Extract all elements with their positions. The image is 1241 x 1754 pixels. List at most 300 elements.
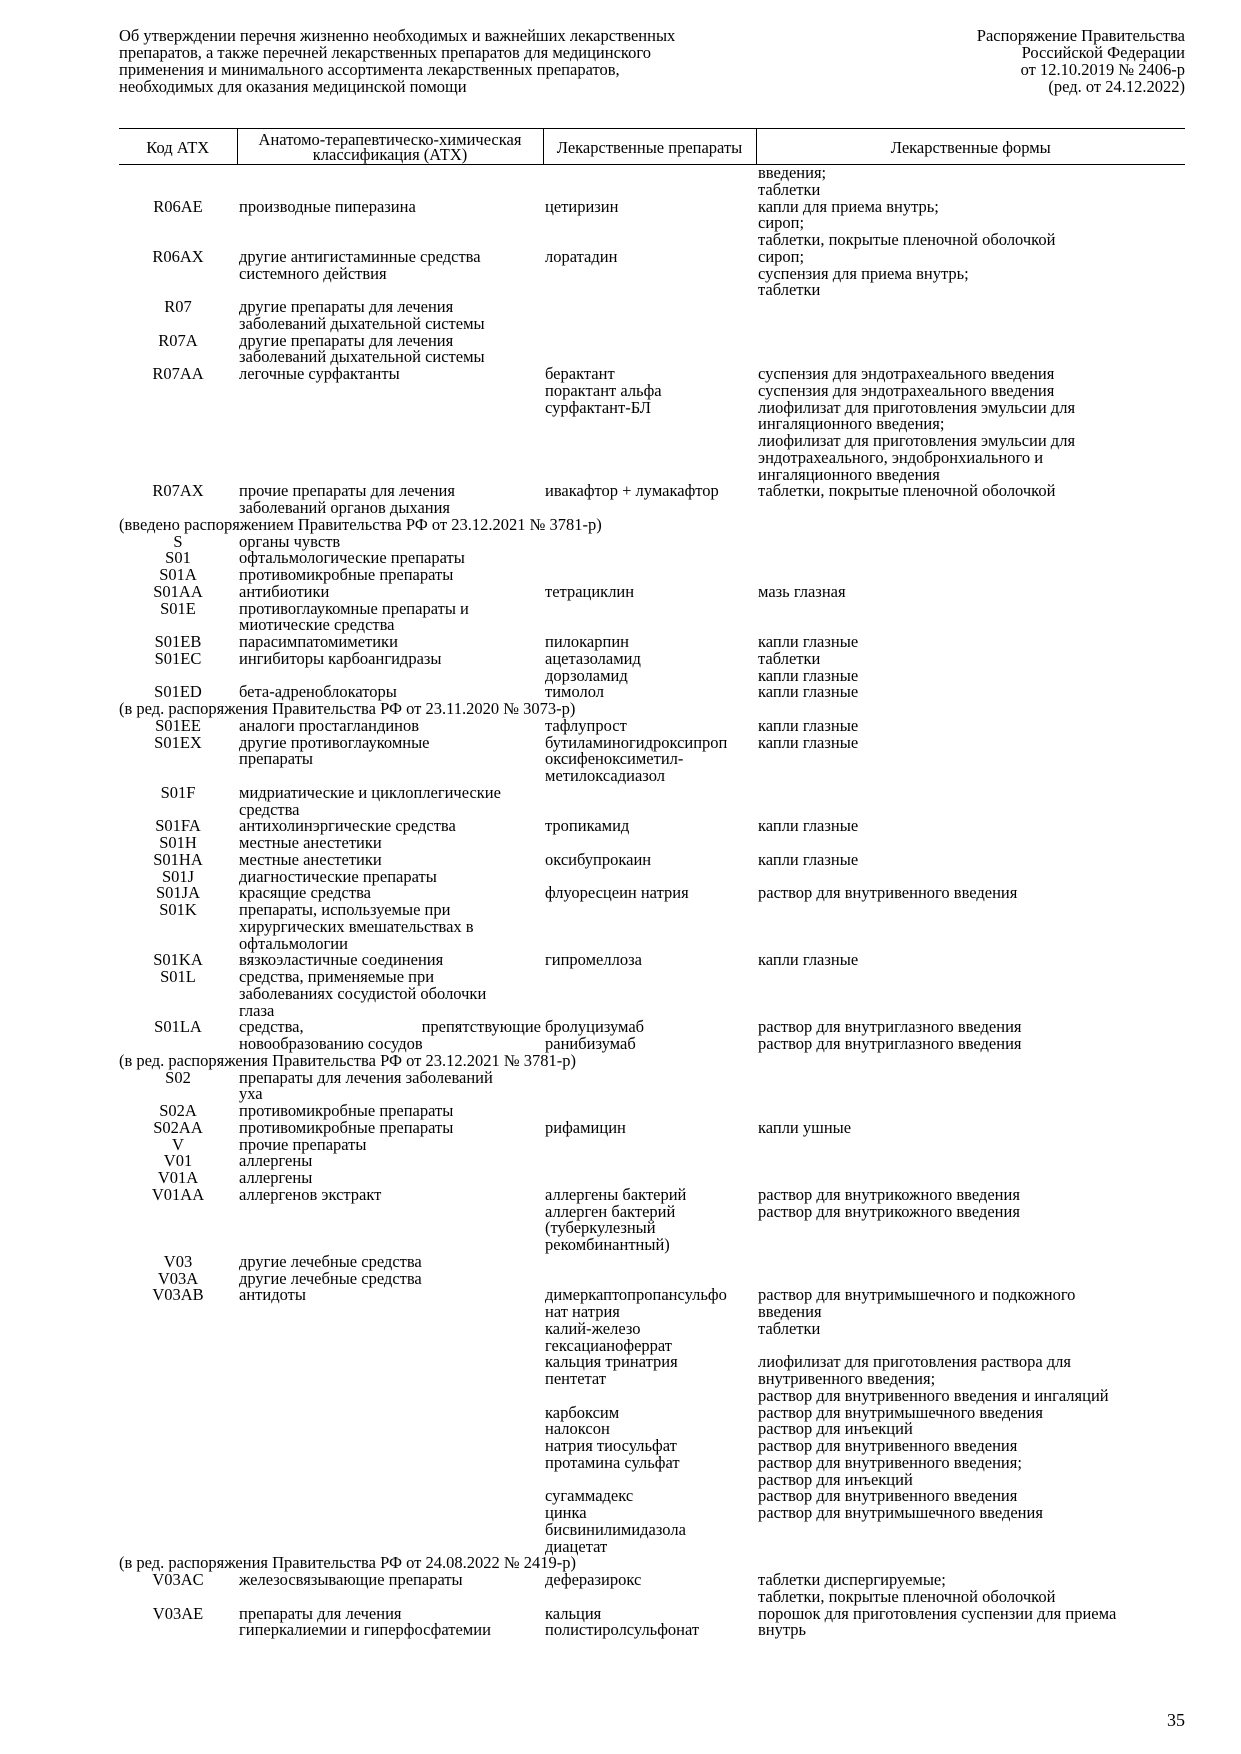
atc-code: R07 bbox=[164, 297, 192, 316]
drug-name bbox=[543, 196, 756, 249]
dosage-form-line: раствор для внутримышечного введения bbox=[758, 1503, 1043, 1522]
atc-code: S01H bbox=[159, 833, 197, 852]
table-row bbox=[119, 1287, 1185, 1321]
table-row bbox=[119, 735, 1185, 785]
atc-classification-line: другие лечебные средства bbox=[239, 1251, 422, 1271]
atc-classification bbox=[237, 1184, 543, 1204]
drug-name-line: бисвинилимидазола bbox=[545, 1519, 686, 1539]
drug-name-line: тропикамид bbox=[545, 816, 630, 836]
dosage-form-line: капли глазные bbox=[758, 849, 859, 869]
atc-classification bbox=[237, 196, 543, 249]
drug-name bbox=[543, 1201, 756, 1254]
drug-name bbox=[543, 483, 756, 517]
dosage-form bbox=[756, 380, 1185, 400]
atc-classification bbox=[237, 715, 543, 735]
drug-name bbox=[543, 732, 756, 785]
table-row bbox=[119, 1070, 1185, 1104]
table-row bbox=[119, 1019, 1185, 1053]
dosage-form bbox=[756, 634, 1185, 651]
document-title-line: препаратов, а также перечней лекарственных препаратов для медицинского bbox=[119, 43, 651, 62]
document-reference-line: (ред. от 24.12.2022) bbox=[1048, 77, 1185, 96]
dosage-form bbox=[756, 1603, 1185, 1640]
dosage-form-line: раствор для внутривенного введения и ингаляций bbox=[758, 1385, 1109, 1405]
atc-classification-line: офтальмологии bbox=[239, 933, 348, 953]
dosage-form-line: капли глазные bbox=[758, 732, 859, 752]
atc-classification-line: аллергены bbox=[239, 1151, 313, 1171]
atc-classification-line: бета-адреноблокаторы bbox=[239, 682, 397, 702]
drug-name bbox=[543, 299, 756, 333]
atc-classification-line: аналоги простагландинов bbox=[239, 715, 420, 735]
dosage-form-line: раствор для внутривенного введения bbox=[758, 1436, 1018, 1455]
atc-classification-word: средства, bbox=[239, 1017, 304, 1037]
atc-code: S01AA bbox=[153, 581, 203, 601]
drug-name bbox=[543, 818, 756, 835]
atc-classification bbox=[237, 1354, 543, 1404]
drug-name-line: кальция bbox=[545, 1603, 602, 1623]
dosage-form bbox=[756, 1137, 1185, 1154]
atc-classification-line: заболеваниях сосудистой оболочки bbox=[239, 983, 487, 1003]
dosage-form-line: капли глазные bbox=[758, 632, 859, 651]
atc-code: S01FA bbox=[155, 816, 201, 836]
dosage-form-line: капли ушные bbox=[758, 1117, 852, 1137]
dosage-form bbox=[756, 952, 1185, 969]
dosage-form bbox=[756, 818, 1185, 835]
atc-code: S01KA bbox=[153, 950, 203, 970]
atc-classification-line: заболеваний дыхательной системы bbox=[239, 347, 485, 367]
atc-classification bbox=[237, 366, 543, 383]
atc-classification bbox=[237, 1117, 543, 1137]
dosage-form bbox=[756, 196, 1185, 249]
drug-name-line: калий-железо bbox=[545, 1318, 641, 1338]
drug-name bbox=[543, 581, 756, 601]
table-row bbox=[119, 1606, 1185, 1640]
atc-classification-line: новообразованию сосудов bbox=[239, 1034, 423, 1053]
document-title-line: необходимых для оказания медицинской помощи bbox=[119, 77, 467, 96]
document-reference-line: Распоряжение Правительства bbox=[976, 26, 1185, 45]
document-title-line: применения и минимального ассортимента лекарственных препаратов, bbox=[119, 60, 620, 79]
atc-classification-line: заболеваний органов дыхания bbox=[239, 498, 451, 517]
dosage-form-line: раствор для внутрикожного введения bbox=[758, 1201, 1020, 1221]
atc-classification bbox=[237, 1204, 543, 1254]
drug-name-line: пилокарпин bbox=[545, 632, 629, 651]
dosage-form bbox=[756, 684, 1185, 701]
atc-code bbox=[119, 400, 237, 484]
atc-code: R07AA bbox=[152, 364, 204, 383]
atc-classification-line: препараты для лечения заболеваний bbox=[239, 1067, 493, 1087]
drug-name-line: оксифеноксиметил- bbox=[545, 749, 684, 769]
atc-classification bbox=[237, 648, 543, 668]
atc-classification-line: органы чувств bbox=[239, 531, 341, 551]
dosage-form-line: внутрь bbox=[758, 1620, 807, 1640]
amendment-note: (в ред. распоряжения Правительства РФ от 24.08.2022 № 2419-р) bbox=[119, 1553, 576, 1573]
drug-name-line: налоксон bbox=[545, 1419, 610, 1439]
atc-code: S02AA bbox=[153, 1117, 203, 1137]
dosage-form-line: эндотрахеального, эндобронхиального и bbox=[758, 447, 1044, 467]
table-row bbox=[119, 400, 1185, 484]
atc-classification bbox=[237, 1019, 543, 1053]
atc-classification bbox=[237, 1405, 543, 1422]
table-body bbox=[119, 165, 1185, 1640]
atc-classification-line: средства, применяемые при bbox=[239, 967, 435, 986]
atc-classification-word: препятствующие bbox=[421, 1017, 541, 1037]
dosage-form-line: введения bbox=[758, 1302, 822, 1321]
drug-name-line: оксибупрокаин bbox=[545, 849, 652, 869]
table-row bbox=[119, 383, 1185, 400]
drug-name-line: сурфактант-БЛ bbox=[545, 397, 651, 417]
drug-name bbox=[543, 1603, 756, 1640]
dosage-form bbox=[756, 1070, 1185, 1104]
atc-code bbox=[119, 1488, 237, 1505]
drug-name bbox=[543, 246, 756, 299]
dosage-form bbox=[756, 1287, 1185, 1321]
atc-classification-line: препараты для лечения bbox=[239, 1603, 402, 1623]
drug-name-line: протамина сульфат bbox=[545, 1452, 680, 1472]
table-row bbox=[119, 483, 1185, 517]
drug-name-line: рифамицин bbox=[545, 1117, 626, 1137]
drug-name-line: бролуцизумаб bbox=[545, 1017, 645, 1037]
dosage-form-line: ингаляционного введения; bbox=[758, 414, 945, 434]
atc-code: S01EB bbox=[154, 632, 202, 651]
dosage-form-line: таблетки, покрытые пленочной оболочкой bbox=[758, 1586, 1056, 1606]
dosage-form-line: капли глазные bbox=[758, 950, 859, 970]
drug-name bbox=[543, 1184, 756, 1204]
dosage-form-line: суспензия для приема внутрь; bbox=[758, 263, 969, 283]
dosage-form-line: лиофилизат для приготовления эмульсии для bbox=[758, 397, 1076, 417]
dosage-form-line: сироп; bbox=[758, 213, 805, 233]
drug-name bbox=[543, 601, 756, 635]
drug-name-line: гипромеллоза bbox=[545, 950, 642, 970]
drug-name-line: цинка bbox=[545, 1503, 587, 1522]
dosage-form-line: раствор для инъекций bbox=[758, 1469, 913, 1489]
document-reference bbox=[825, 27, 1185, 95]
atc-code bbox=[119, 1321, 237, 1355]
atc-classification-line: аллергенов экстракт bbox=[239, 1184, 382, 1204]
dosage-form-line: раствор для внутривенного введения bbox=[758, 1486, 1018, 1506]
drug-name-line: гексацианоферрат bbox=[545, 1335, 673, 1355]
dosage-form-line: раствор для внутриглазного введения bbox=[758, 1034, 1022, 1053]
drug-name bbox=[543, 715, 756, 735]
atc-classification-line: препараты bbox=[239, 749, 314, 769]
drug-name bbox=[543, 1254, 756, 1271]
drug-name bbox=[543, 1452, 756, 1489]
dosage-form bbox=[756, 849, 1185, 869]
table-row bbox=[119, 165, 1185, 199]
atc-classification-line: антидоты bbox=[239, 1285, 306, 1305]
table-row bbox=[119, 1455, 1185, 1489]
drug-name bbox=[543, 902, 756, 952]
dosage-form bbox=[756, 333, 1185, 367]
dosage-form bbox=[756, 299, 1185, 333]
dosage-form-line: раствор для инъекций bbox=[758, 1419, 913, 1439]
dosage-form bbox=[756, 1505, 1185, 1555]
drug-name-line: аллерген бактерий bbox=[545, 1201, 676, 1221]
dosage-form bbox=[756, 969, 1185, 1019]
atc-classification bbox=[237, 1438, 543, 1455]
atc-code: V01AA bbox=[151, 1184, 205, 1204]
dosage-form bbox=[756, 902, 1185, 952]
atc-code: S bbox=[173, 531, 183, 551]
atc-code: R06AE bbox=[153, 196, 203, 216]
drug-name-line: рекомбинантный) bbox=[545, 1235, 670, 1254]
document-reference-line: от 12.10.2019 № 2406-р bbox=[1020, 60, 1185, 79]
document-title bbox=[119, 27, 759, 95]
dosage-form-line: лиофилизат для приготовления эмульсии для bbox=[758, 431, 1076, 450]
atc-classification-line: парасимпатомиметики bbox=[239, 632, 398, 651]
drug-name bbox=[543, 333, 756, 367]
dosage-form bbox=[756, 648, 1185, 668]
atc-code: S01EX bbox=[154, 732, 202, 752]
drug-name-line: полистиролсульфонат bbox=[545, 1620, 700, 1640]
drug-name bbox=[543, 885, 756, 902]
table-row bbox=[119, 299, 1185, 333]
dosage-form-line: раствор для внутримышечного и подкожного bbox=[758, 1285, 1076, 1305]
table-row bbox=[119, 1254, 1185, 1271]
atc-code: S01L bbox=[160, 967, 196, 986]
dosage-form bbox=[756, 1019, 1185, 1053]
atc-classification-line: прочие препараты bbox=[239, 1134, 367, 1154]
drug-name bbox=[543, 550, 756, 567]
atc-classification-line: другие противоглаукомные bbox=[239, 732, 430, 752]
drug-name-line: деферазирокс bbox=[545, 1570, 642, 1589]
atc-code bbox=[119, 1354, 237, 1404]
table-row bbox=[119, 1321, 1185, 1355]
table-row bbox=[119, 1354, 1185, 1404]
dosage-form bbox=[756, 1254, 1185, 1271]
atc-code: V01A bbox=[157, 1168, 199, 1187]
dosage-form bbox=[756, 1354, 1185, 1404]
table-header-row bbox=[119, 129, 1185, 165]
dosage-form bbox=[756, 397, 1185, 484]
dosage-form-line: мазь глазная bbox=[758, 581, 846, 601]
atc-classification-line: гиперкалиемии и гиперфосфатемии bbox=[239, 1620, 491, 1640]
atc-code: S01ED bbox=[154, 682, 202, 702]
drug-name-line: тимолол bbox=[545, 682, 605, 702]
atc-code: S02 bbox=[165, 1067, 191, 1087]
atc-classification-line: глаза bbox=[239, 1000, 275, 1020]
table-row bbox=[119, 199, 1185, 249]
dosage-form-line: таблетки bbox=[758, 179, 821, 199]
atc-classification-line: железосвязывающие препараты bbox=[239, 1570, 463, 1589]
table-row bbox=[119, 969, 1185, 1019]
table-row bbox=[119, 1204, 1185, 1254]
atc-classification bbox=[237, 330, 543, 367]
dosage-form-line: раствор для внутривенного введения; bbox=[758, 1452, 1022, 1472]
amendment-note: (введено распоряжением Правительства РФ от 23.12.2021 № 3781-р) bbox=[119, 514, 602, 534]
dosage-form-line: лиофилизат для приготовления раствора для bbox=[758, 1352, 1071, 1372]
amendment-note-row bbox=[119, 1053, 1185, 1070]
table-row bbox=[119, 1120, 1185, 1137]
atc-classification-line: противомикробные препараты bbox=[239, 1117, 454, 1137]
atc-classification-line: противоглаукомные препараты и bbox=[239, 598, 469, 618]
atc-classification bbox=[237, 1287, 543, 1321]
drug-name-line: пентетат bbox=[545, 1369, 607, 1388]
dosage-form-line: капли глазные bbox=[758, 816, 859, 836]
atc-classification bbox=[237, 581, 543, 601]
atc-classification-line: антихолинэргические средства bbox=[239, 816, 456, 836]
dosage-form-line: суспензия для эндотрахеального введения bbox=[758, 380, 1055, 400]
atc-classification bbox=[237, 1455, 543, 1489]
atc-classification-line: вязкоэластичные соединения bbox=[239, 950, 444, 970]
drug-name bbox=[543, 952, 756, 969]
atc-classification bbox=[237, 246, 543, 299]
table-row bbox=[119, 852, 1185, 869]
dosage-form bbox=[756, 581, 1185, 601]
atc-classification-line: уха bbox=[239, 1084, 263, 1104]
drug-name-line: тетрациклин bbox=[545, 581, 635, 601]
atc-code: V01 bbox=[163, 1151, 193, 1171]
drug-name-line: флуоресцеин натрия bbox=[545, 883, 689, 903]
drug-name-line: димеркаптопропансульфо bbox=[545, 1285, 727, 1305]
atc-classification-line: заболеваний дыхательной системы bbox=[239, 313, 485, 333]
atc-code bbox=[119, 383, 237, 400]
drug-name-line: ранибизумаб bbox=[545, 1034, 636, 1053]
atc-classification-line: ингибиторы карбоангидразы bbox=[239, 648, 442, 668]
atc-classification-line: средства bbox=[239, 799, 300, 819]
dosage-form-line: таблетки bbox=[758, 1318, 821, 1338]
table-row bbox=[119, 651, 1185, 668]
atc-classification bbox=[237, 1572, 543, 1606]
dosage-form bbox=[756, 1572, 1185, 1606]
dosage-form bbox=[756, 601, 1185, 635]
drug-name-line: берактант bbox=[545, 364, 615, 383]
atc-classification-line: миотические средства bbox=[239, 615, 395, 635]
dosage-form bbox=[756, 1201, 1185, 1254]
drug-list-table bbox=[119, 128, 1185, 1639]
column-header-forms: Лекарственные формы bbox=[756, 129, 1185, 165]
atc-classification-line: другие лечебные средства bbox=[239, 1268, 422, 1288]
atc-code: S01LA bbox=[154, 1017, 202, 1037]
atc-code bbox=[119, 1455, 237, 1489]
atc-classification-line: антибиотики bbox=[239, 581, 330, 601]
atc-classification bbox=[237, 598, 543, 635]
drug-name-line: (туберкулезный bbox=[545, 1218, 656, 1238]
atc-code: R07AX bbox=[152, 481, 204, 501]
atc-code bbox=[119, 1505, 237, 1555]
table-row bbox=[119, 584, 1185, 601]
drug-name-line: цетиризин bbox=[545, 196, 619, 216]
table-row bbox=[119, 1572, 1185, 1606]
dosage-form bbox=[756, 1452, 1185, 1489]
table-row bbox=[119, 785, 1185, 819]
atc-code: S01F bbox=[160, 782, 196, 802]
drug-name bbox=[543, 1019, 756, 1053]
dosage-form-line: таблетки bbox=[758, 280, 821, 300]
atc-classification-line: диагностические препараты bbox=[239, 866, 437, 886]
atc-classification-line: местные анестетики bbox=[239, 849, 382, 869]
drug-name bbox=[543, 1318, 756, 1355]
amendment-note-row bbox=[119, 517, 1185, 534]
atc-code: S01K bbox=[159, 900, 197, 919]
dosage-form-line: таблетки, покрытые пленочной оболочкой bbox=[758, 481, 1056, 501]
atc-code: V03 bbox=[163, 1251, 193, 1271]
atc-code bbox=[119, 1204, 237, 1254]
drug-name bbox=[543, 969, 756, 1019]
atc-classification-line: хирургических вмешательствах в bbox=[239, 916, 474, 936]
atc-classification bbox=[237, 165, 543, 199]
drug-name bbox=[543, 1153, 756, 1170]
drug-name-line: диацетат bbox=[545, 1536, 608, 1556]
drug-name-line: аллергены бактерий bbox=[545, 1184, 687, 1204]
dosage-form bbox=[756, 1184, 1185, 1204]
dosage-form bbox=[756, 550, 1185, 567]
atc-code: V03A bbox=[157, 1268, 199, 1288]
drug-name bbox=[543, 534, 756, 551]
atc-classification-line: препараты, используемые при bbox=[239, 900, 451, 919]
dosage-form-line: внутривенного введения; bbox=[758, 1369, 936, 1388]
atc-code bbox=[119, 1438, 237, 1455]
atc-code bbox=[119, 1405, 237, 1422]
atc-classification bbox=[237, 969, 543, 1019]
atc-classification-line: офтальмологические препараты bbox=[239, 548, 465, 568]
table-row bbox=[119, 1187, 1185, 1204]
drug-name-line: дорзоламид bbox=[545, 665, 628, 685]
dosage-form-line: раствор для внутрикожного введения bbox=[758, 1184, 1020, 1204]
dosage-form-line: ингаляционного введения bbox=[758, 464, 940, 484]
column-header-drugs: Лекарственные препараты bbox=[543, 129, 756, 165]
page-number: 35 bbox=[1167, 1710, 1185, 1730]
atc-classification bbox=[237, 1488, 543, 1505]
atc-classification bbox=[237, 299, 543, 333]
drug-name bbox=[543, 849, 756, 869]
atc-code: S01E bbox=[160, 598, 196, 618]
atc-classification-line: прочие препараты для лечения bbox=[239, 481, 455, 501]
drug-name-line: лоратадин bbox=[545, 246, 618, 266]
atc-classification bbox=[237, 849, 543, 869]
atc-code: R06AX bbox=[152, 246, 204, 266]
dosage-form bbox=[756, 483, 1185, 517]
atc-classification bbox=[237, 1505, 543, 1555]
drug-name-line: тафлупрост bbox=[545, 715, 627, 735]
atc-code: V03AB bbox=[152, 1285, 204, 1305]
drug-name-line: кальция тринатрия bbox=[545, 1352, 678, 1372]
dosage-form-line: раствор для внутримышечного введения bbox=[758, 1402, 1043, 1422]
atc-classification bbox=[237, 1321, 543, 1355]
dosage-form-line: введения; bbox=[758, 163, 827, 182]
atc-classification bbox=[237, 383, 543, 400]
atc-code: S01 bbox=[165, 548, 191, 568]
drug-name bbox=[543, 1287, 756, 1321]
atc-code bbox=[119, 165, 237, 199]
drug-name bbox=[543, 397, 756, 484]
column-header-classification: Анатомо-терапевтическо-химическая классификация (АТХ) bbox=[237, 129, 543, 165]
amendment-note: (в ред. распоряжения Правительства РФ от 23.12.2021 № 3781-р) bbox=[119, 1050, 576, 1070]
document-reference-line: Российской Федерации bbox=[1021, 43, 1185, 62]
atc-classification bbox=[237, 732, 543, 785]
atc-classification-line: другие препараты для лечения bbox=[239, 297, 454, 316]
drug-name-line: порактант альфа bbox=[545, 380, 662, 400]
atc-code: S01HA bbox=[153, 849, 203, 869]
drug-name-line: натрия тиосульфат bbox=[545, 1436, 677, 1455]
table-row bbox=[119, 718, 1185, 735]
atc-code: S01A bbox=[159, 565, 197, 584]
atc-code: S01EE bbox=[155, 715, 201, 735]
dosage-form bbox=[756, 885, 1185, 902]
table-row bbox=[119, 1405, 1185, 1422]
atc-code: S02A bbox=[159, 1101, 197, 1120]
drug-name bbox=[543, 648, 756, 668]
drug-name bbox=[543, 1572, 756, 1606]
dosage-form bbox=[756, 534, 1185, 551]
column-header-code: Код АТХ bbox=[119, 129, 237, 165]
atc-classification-line: местные анестетики bbox=[239, 833, 382, 852]
dosage-form bbox=[756, 732, 1185, 785]
dosage-form bbox=[756, 1117, 1185, 1137]
atc-classification-line: производные пиперазина bbox=[239, 196, 416, 216]
dosage-form-line: таблетки bbox=[758, 648, 821, 668]
atc-classification bbox=[237, 902, 543, 952]
atc-classification-line: другие препараты для лечения bbox=[239, 330, 454, 350]
dosage-form-line: таблетки диспергируемые; bbox=[758, 1570, 946, 1589]
